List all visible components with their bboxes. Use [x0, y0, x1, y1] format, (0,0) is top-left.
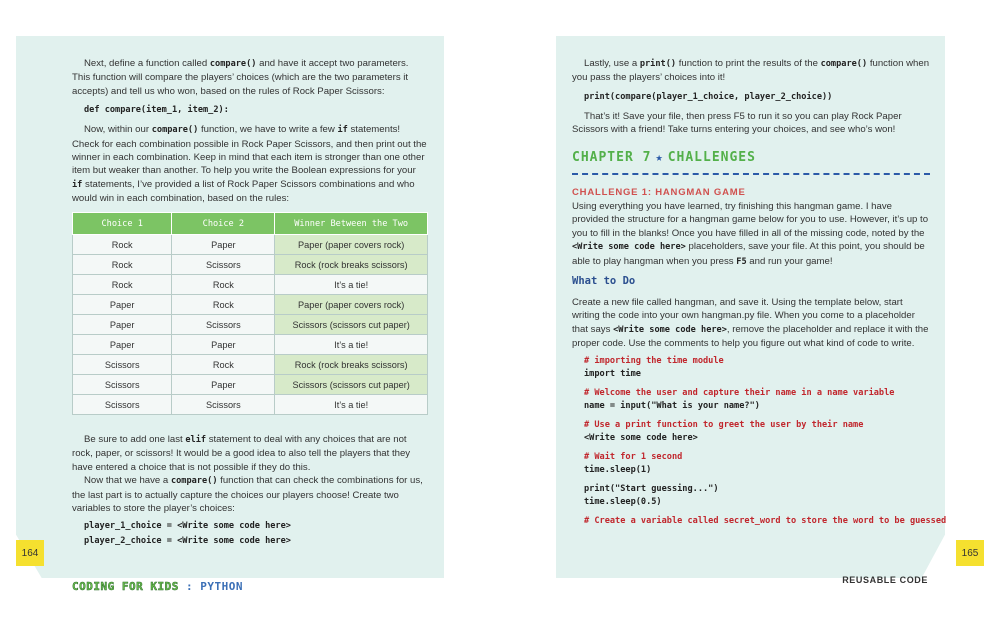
table-cell: Scissors: [172, 315, 275, 335]
footer-section-title: REUSABLE CODE: [842, 575, 928, 585]
code-player-1-choice: player_1_choice = <Write some code here>: [84, 521, 291, 532]
table-cell: Paper: [172, 375, 275, 395]
inline-code: compare(): [209, 59, 257, 69]
code-comment: # Wait for 1 second: [584, 452, 683, 462]
inline-code: if: [72, 179, 83, 190]
table-cell: It’s a tie!: [275, 395, 428, 415]
footer-book-title: [72, 580, 243, 593]
table-row: [73, 395, 428, 415]
right-para-4-block: [572, 296, 930, 351]
table-cell: Rock: [73, 235, 172, 255]
dashed-divider: [572, 173, 930, 175]
table-row: [73, 275, 428, 295]
text-span: Using everything you have learned, try finishing this hangman game. I have provided the structure for a hangman game below for you to use. However, it’s up to you to fill in the blanks! Once you have filled in all of the missing code, noted by the: [572, 201, 929, 239]
inline-code: compare(): [820, 59, 868, 69]
left-para-4: [72, 474, 428, 515]
text-span: statements! Check for each combination possible in Rock Paper Scissors, and then print out the winner in each combination. Keep in mind that each item is stronger than one other item but weaker than another. To help you write the Boolean expressions for your: [72, 124, 427, 177]
hangman-code-block: [584, 355, 947, 528]
code-line: name = input("What is your name?"): [584, 401, 760, 411]
inline-code: compare(): [170, 476, 218, 487]
table-cell: Paper (paper covers rock): [275, 295, 428, 315]
table-cell: Paper: [73, 315, 172, 335]
table-cell: Rock: [172, 275, 275, 295]
left-para-2: [72, 123, 428, 205]
code-comment: # importing the time module: [584, 356, 724, 366]
right-para-2: That’s it! Save your file, then press F5 to run it so you can play Rock Paper Scissors with a friend! Take turns entering your choices, and see who’s won!: [572, 110, 902, 136]
text-span: statements, I’ve provided a list of Rock Paper Scissors combinations and who would win in each combination, based on the rules:: [72, 178, 415, 205]
code-comment: # Welcome the user and capture their name in a name variable: [584, 388, 895, 398]
page-number-right: 165: [956, 540, 984, 566]
table-header: Choice 2: [172, 213, 275, 235]
table-cell: Rock (rock breaks scissors): [275, 255, 428, 275]
table-row: [73, 315, 428, 335]
right-para-3: [572, 200, 930, 269]
table-cell: Paper: [172, 335, 275, 355]
table-row: [73, 255, 428, 275]
table-cell: Scissors: [172, 395, 275, 415]
left-para-1: [72, 57, 428, 98]
code-line: <Write some code here>: [584, 433, 698, 443]
text-span: and run your game!: [746, 255, 833, 267]
table-cell: Rock: [73, 275, 172, 295]
text-span: placeholders, save your file. At this point, you should be able to play hangman when you press: [572, 241, 925, 267]
text-span: Lastly, use a: [584, 58, 640, 69]
table-cell: It’s a tie!: [275, 335, 428, 355]
table-header: Choice 1: [73, 213, 172, 235]
code-print-compare: print(compare(player_1_choice, player_2_choice)): [584, 91, 833, 102]
table-cell: Scissors: [172, 255, 275, 275]
text-span: , remove the placeholder and replace it with the proper code. Use the comments to help you figure out what kind of code to write.: [572, 323, 929, 350]
right-page-body-top: [572, 57, 930, 142]
code-line: time.sleep(0.5): [584, 497, 662, 507]
inline-code: if: [337, 125, 348, 136]
text-span: function, we have to write a few: [198, 124, 338, 136]
table-row: [73, 295, 428, 315]
table-header-row: [73, 213, 428, 235]
challenge-title: CHALLENGE 1: HANGMAN GAME: [572, 187, 746, 198]
text-span: Be sure to add one last: [84, 434, 186, 445]
table-row: [73, 335, 428, 355]
table-cell: Paper: [73, 335, 172, 355]
inline-code: elif: [185, 435, 207, 445]
text-span: statement to deal with any choices that are not rock, paper, or scissors! It would be a good idea to also tell the players that they have entered a choice that is not possible if they do this.: [72, 434, 411, 473]
table-cell: Scissors: [73, 395, 172, 415]
table-cell: Rock: [172, 355, 275, 375]
text-span: function that can check the combinations for us, the last part is to actually capture the choices our players choose! Create two variables to store the player’s choices:: [72, 475, 423, 515]
what-to-do-heading: What to Do: [572, 275, 636, 287]
page-number-left: 164: [16, 540, 44, 566]
code-comment: # Create a variable called secret_word to store the word to be guessed: [584, 516, 947, 526]
inline-code: compare(): [151, 125, 199, 136]
code-line: print("Start guessing..."): [584, 484, 719, 494]
right-para-1: [572, 57, 930, 85]
star-icon: ★: [655, 150, 664, 164]
table-cell: Paper (paper covers rock): [275, 235, 428, 255]
left-page-body-top: [72, 57, 428, 211]
left-para-3: [72, 433, 428, 474]
code-line: time.sleep(1): [584, 465, 652, 475]
text-span: Now that we have a: [84, 475, 171, 487]
chapter-heading-left: CHAPTER 7: [572, 150, 652, 165]
right-para-4: [572, 296, 930, 351]
footer-book-title-part2: PYTHON: [200, 580, 243, 593]
text-span: Next, define a function called: [84, 58, 210, 69]
left-page-body-bottom: [72, 433, 428, 548]
inline-code: <Write some code here>: [613, 324, 727, 335]
table-cell: Paper: [172, 235, 275, 255]
table-cell: Scissors (scissors cut paper): [275, 375, 428, 395]
code-player-2-choice: player_2_choice = <Write some code here>: [84, 536, 291, 547]
text-span: Now, within our: [84, 124, 152, 136]
table-cell: Scissors: [73, 355, 172, 375]
footer-book-title-part1: CODING FOR KIDS: [72, 580, 179, 593]
text-span: Create a new file called hangman, and save it. Using the template below, start writing the code into your own hangman.py file. When you come to a placeholder that says: [572, 297, 915, 335]
text-span: function when you pass the players’ choices into it!: [572, 58, 930, 84]
table-cell: It’s a tie!: [275, 275, 428, 295]
code-def-compare: def compare(item_1, item_2):: [84, 105, 229, 116]
table-cell: Scissors (scissors cut paper): [275, 315, 428, 335]
inline-code: <Write some code here>: [572, 242, 686, 253]
right-para-3-block: [572, 200, 930, 269]
table-cell: Rock: [73, 255, 172, 275]
footer-separator: :: [178, 580, 201, 593]
code-comment: # Use a print function to greet the user by their name: [584, 420, 864, 430]
chapter-heading-right: CHALLENGES: [667, 150, 756, 165]
inline-code: print(): [639, 59, 677, 69]
table-header: Winner Between the Two: [275, 213, 428, 235]
table-cell: Scissors: [73, 375, 172, 395]
table-cell: Rock (rock breaks scissors): [275, 355, 428, 375]
table-row: [73, 375, 428, 395]
code-line: import time: [584, 369, 641, 379]
rock-paper-scissors-table: [72, 212, 428, 415]
table-body: [73, 235, 428, 415]
inline-code: F5: [736, 256, 747, 267]
table-row: [73, 235, 428, 255]
table-cell: Paper: [73, 295, 172, 315]
text-span: function to print the results of the: [676, 58, 821, 69]
chapter-heading: [572, 150, 930, 165]
table-row: [73, 355, 428, 375]
text-span: and have it accept two parameters. This function will compare the players’ choices (which are the two parameters it accepts) and tell us who won, based on the rules of Rock Paper Scissors:: [72, 58, 409, 97]
table-cell: Rock: [172, 295, 275, 315]
